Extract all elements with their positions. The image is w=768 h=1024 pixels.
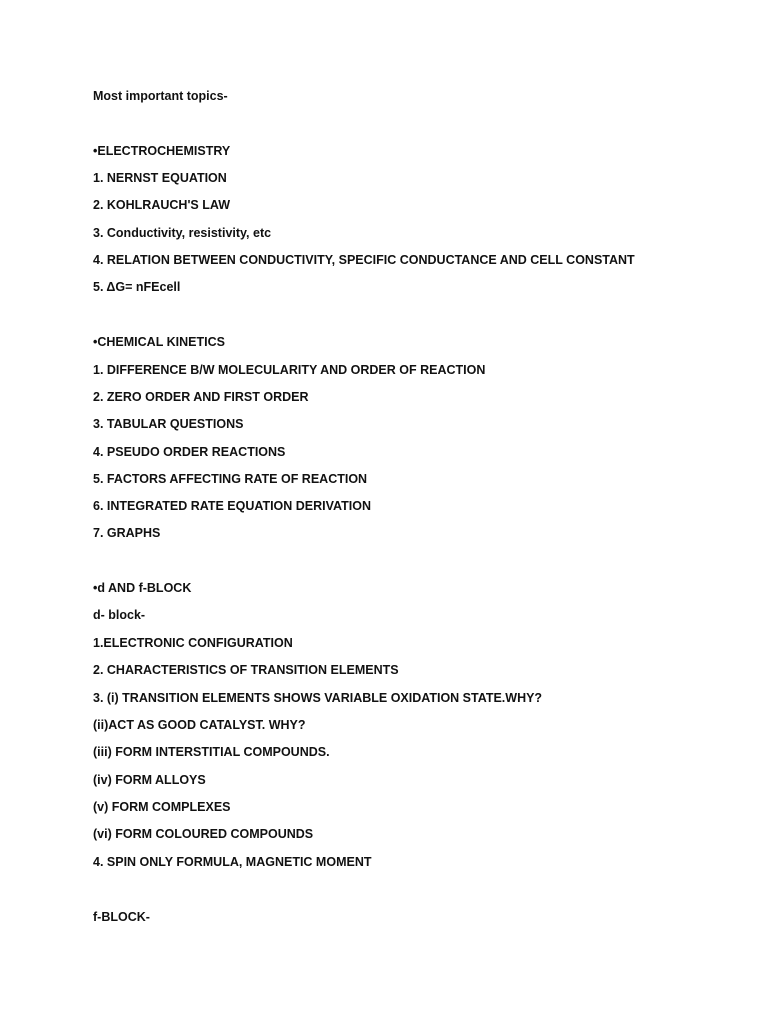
list-item: (iii) FORM INTERSTITIAL COMPOUNDS. — [93, 745, 330, 759]
list-item: (ii)ACT AS GOOD CATALYST. WHY? — [93, 718, 306, 732]
section-title-electrochemistry: •ELECTROCHEMISTRY — [93, 144, 231, 158]
section-title-d-f-block: •d AND f-BLOCK — [93, 581, 192, 595]
list-item: 2. CHARACTERISTICS OF TRANSITION ELEMENTS — [93, 663, 399, 677]
document-heading: Most important topics- — [93, 89, 228, 103]
subheading-d-block: d- block- — [93, 608, 146, 622]
list-item: 6. INTEGRATED RATE EQUATION DERIVATION — [93, 499, 372, 513]
list-item: 1. NERNST EQUATION — [93, 171, 227, 185]
list-item: 4. SPIN ONLY FORMULA, MAGNETIC MOMENT — [93, 855, 372, 869]
list-item: 1. DIFFERENCE B/W MOLECULARITY AND ORDER OF REACTION — [93, 363, 486, 377]
list-item: 5. ΔG= nFEcell — [93, 280, 181, 294]
list-item: 2. ZERO ORDER AND FIRST ORDER — [93, 390, 309, 404]
list-item: 3. TABULAR QUESTIONS — [93, 417, 244, 431]
list-item: (v) FORM COMPLEXES — [93, 800, 231, 814]
list-item: 1.ELECTRONIC CONFIGURATION — [93, 636, 293, 650]
list-item: 3. (i) TRANSITION ELEMENTS SHOWS VARIABLE OXIDATION STATE.WHY? — [93, 691, 543, 705]
section-title-chemical-kinetics: •CHEMICAL KINETICS — [93, 335, 225, 349]
list-item: 5. FACTORS AFFECTING RATE OF REACTION — [93, 472, 368, 486]
list-item: 7. GRAPHS — [93, 526, 161, 540]
list-item: (iv) FORM ALLOYS — [93, 773, 206, 787]
list-item: (vi) FORM COLOURED COMPOUNDS — [93, 827, 314, 841]
list-item: 4. RELATION BETWEEN CONDUCTIVITY, SPECIFIC CONDUCTANCE AND CELL CONSTANT — [93, 253, 635, 267]
subheading-f-block: f-BLOCK- — [93, 910, 150, 924]
list-item: 4. PSEUDO ORDER REACTIONS — [93, 445, 286, 459]
list-item: 2. KOHLRAUCH'S LAW — [93, 198, 230, 212]
list-item: 3. Conductivity, resistivity, etc — [93, 226, 272, 240]
